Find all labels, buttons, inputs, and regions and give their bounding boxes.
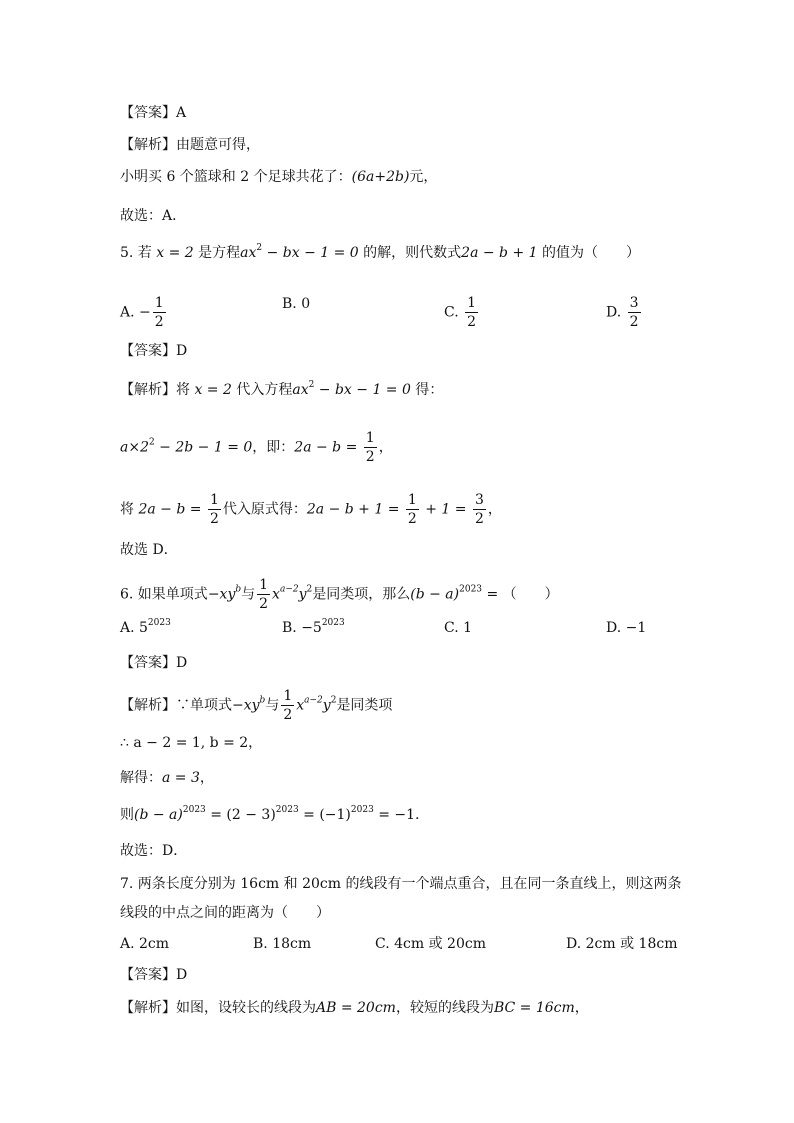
q5-option-b: B. 0 xyxy=(282,296,311,312)
exponent: 2023 xyxy=(459,584,483,595)
math-expr: 2a − b = xyxy=(138,501,206,518)
q7-answer: 【答案】D xyxy=(120,967,188,983)
q7-analysis xyxy=(120,998,589,1018)
math-expr: − bx − 1 = 0 xyxy=(262,245,359,261)
analysis-label: 【解析】 xyxy=(120,697,176,714)
exponent: 2 xyxy=(256,243,263,253)
fraction xyxy=(281,687,294,724)
text: ∵单项式 xyxy=(176,697,232,714)
math-expr: 2a − b + 1 = xyxy=(306,501,404,518)
numerator: 3 xyxy=(629,295,639,311)
fraction xyxy=(153,294,166,331)
denominator: 2 xyxy=(283,707,293,723)
text: = （ ） xyxy=(482,586,559,603)
fraction xyxy=(257,576,270,613)
math-expr: = (2 − 3) xyxy=(205,807,276,823)
q6-conclusion: 故选：D． xyxy=(120,843,188,859)
denominator: 2 xyxy=(259,596,269,612)
text: 将 xyxy=(120,501,139,518)
fraction xyxy=(208,491,221,528)
math-expr: (b − a) xyxy=(410,586,460,603)
option-text: B. −5 xyxy=(282,620,322,636)
analysis-label: 【解析】 xyxy=(120,1000,176,1016)
text: 是同类项，那么 xyxy=(312,586,411,603)
exponent: 2023 xyxy=(182,805,206,815)
math-expr: y xyxy=(322,697,331,714)
q7-stem-line2: 线段的中点之间的距离为（ ） xyxy=(120,905,330,921)
numerator: 1 xyxy=(365,430,375,446)
math-expr: y xyxy=(298,586,307,603)
math-expr: a×2 xyxy=(120,439,149,456)
sign: − xyxy=(139,304,151,321)
text: ， xyxy=(199,770,214,786)
math-expr: (b − a) xyxy=(134,807,183,823)
fraction xyxy=(364,429,377,466)
q4-line1 xyxy=(120,167,437,187)
math-expr: ax xyxy=(292,382,309,398)
text: ，较短的线段为 xyxy=(395,1000,494,1016)
math-expr: x = 2 xyxy=(194,382,232,398)
q6-line3 xyxy=(120,805,429,825)
text: 元， xyxy=(409,169,438,185)
text: 是方程 xyxy=(193,245,241,261)
q6-option-a xyxy=(120,618,171,638)
numerator: 1 xyxy=(283,688,293,704)
q5-option-a xyxy=(120,294,168,331)
math-expr: a = 3 xyxy=(162,770,200,786)
exponent: 2023 xyxy=(147,618,171,628)
math-expr: x xyxy=(296,697,305,714)
q5-step1 xyxy=(120,429,393,466)
math-expr: x = 2 xyxy=(156,245,194,261)
math-expr: BC = 16cm xyxy=(493,1000,575,1016)
q5-option-c xyxy=(444,294,480,331)
text: 得： xyxy=(410,382,444,398)
math-expr: AB = 20cm xyxy=(316,1000,396,1016)
math-expr: −xy xyxy=(232,697,260,714)
q7-option-a: A. 2cm xyxy=(120,936,170,952)
text: 5. 若 xyxy=(120,245,157,261)
math-expr: = (−1) xyxy=(298,807,351,823)
math-expr: x xyxy=(272,586,280,603)
option-label: A. xyxy=(120,304,135,321)
fraction xyxy=(628,294,641,331)
q7-stem-line1: 7. 两条长度分别为 16cm 和 20cm 的线段有一个端点重合，且在同一条直线上，则这两条 xyxy=(120,876,682,892)
text: 的解，则代数式 xyxy=(358,245,462,261)
fraction xyxy=(406,491,419,528)
text: ， xyxy=(487,501,502,518)
q4-conclusion: 故选：A． xyxy=(120,208,187,224)
exponent: 2023 xyxy=(275,805,299,815)
exponent: 2 xyxy=(308,380,315,390)
text: 代入原式得： xyxy=(222,501,307,518)
q5-option-d xyxy=(606,294,643,331)
q5-conclusion: 故选 D． xyxy=(120,542,178,558)
math-expr: ax xyxy=(240,245,257,261)
q5-step2 xyxy=(120,491,502,528)
text: 小明买 6 个篮球和 2 个足球共花了： xyxy=(120,169,352,185)
denominator: 2 xyxy=(467,314,477,330)
exponent: b xyxy=(235,584,242,595)
fraction xyxy=(473,491,486,528)
denominator: 2 xyxy=(407,511,417,527)
text: 解得： xyxy=(120,770,162,786)
text: 的值为（ ） xyxy=(537,245,641,261)
math-expr: − 2b − 1 = 0 xyxy=(154,439,253,456)
denominator: 2 xyxy=(365,449,375,465)
q6-option-c: C. 1 xyxy=(444,620,473,636)
text: 与 xyxy=(265,697,280,714)
q7-option-d: D. 2cm 或 18cm xyxy=(566,936,678,952)
exponent: a−2 xyxy=(279,584,299,595)
text: ， xyxy=(378,439,393,456)
numerator: 1 xyxy=(154,295,164,311)
q6-answer: 【答案】D xyxy=(120,655,188,671)
text: ，即： xyxy=(252,439,295,456)
fraction xyxy=(465,294,478,331)
q6-line1: ∴ a − 2 = 1, b = 2， xyxy=(120,735,263,751)
numerator: 1 xyxy=(467,295,477,311)
math-expr: −xy xyxy=(207,586,236,603)
denominator: 2 xyxy=(209,511,219,527)
q7-option-c: C. 4cm 或 20cm xyxy=(375,936,486,952)
text: 如图，设较长的线段为 xyxy=(176,1000,316,1016)
math-expr: 2a − b + 1 xyxy=(461,245,538,261)
math-expr: = −1． xyxy=(373,807,430,823)
q6-analysis xyxy=(120,687,392,724)
analysis-text: 由题意可得， xyxy=(176,137,260,153)
analysis-label: 【解析】 xyxy=(120,382,176,398)
numerator: 1 xyxy=(259,577,269,593)
denominator: 2 xyxy=(474,511,484,527)
option-label: D. xyxy=(606,304,622,321)
exponent: 2 xyxy=(306,584,313,595)
text: 代入方程 xyxy=(231,382,293,398)
q4-answer: 【答案】A xyxy=(120,105,187,121)
q6-line2 xyxy=(120,768,214,788)
text: 是同类项 xyxy=(336,697,393,714)
numerator: 1 xyxy=(209,492,219,508)
text: 则 xyxy=(120,807,134,823)
exponent: 2 xyxy=(148,437,155,448)
option-text: A. 5 xyxy=(120,620,148,636)
text: 与 xyxy=(241,586,256,603)
exponent: 2023 xyxy=(321,618,345,628)
option-label: C. xyxy=(444,304,459,321)
exponent: 2 xyxy=(330,695,337,706)
math-expr: − bx − 1 = 0 xyxy=(314,382,411,398)
text: 6. 如果单项式 xyxy=(120,586,208,603)
q6-option-d: D. −1 xyxy=(606,620,647,636)
text: ， xyxy=(574,1000,589,1016)
denominator: 2 xyxy=(154,314,164,330)
q6-option-b xyxy=(282,618,345,638)
q5-stem xyxy=(120,243,640,263)
math-expr: (6a+2b) xyxy=(351,169,410,185)
exponent: b xyxy=(259,695,266,706)
exponent: a−2 xyxy=(304,695,323,706)
exponent: 2023 xyxy=(350,805,374,815)
numerator: 1 xyxy=(407,492,417,508)
text: 将 xyxy=(176,382,195,398)
analysis-label: 【解析】 xyxy=(120,137,176,153)
denominator: 2 xyxy=(629,314,639,330)
q5-answer: 【答案】D xyxy=(120,343,188,359)
math-expr: + 1 = xyxy=(420,501,471,518)
q7-option-b: B. 18cm xyxy=(253,936,312,952)
math-expr: 2a − b = xyxy=(294,439,362,456)
q5-analysis xyxy=(120,380,443,400)
q4-analysis xyxy=(120,135,260,155)
q6-stem xyxy=(120,576,559,613)
numerator: 3 xyxy=(474,492,484,508)
